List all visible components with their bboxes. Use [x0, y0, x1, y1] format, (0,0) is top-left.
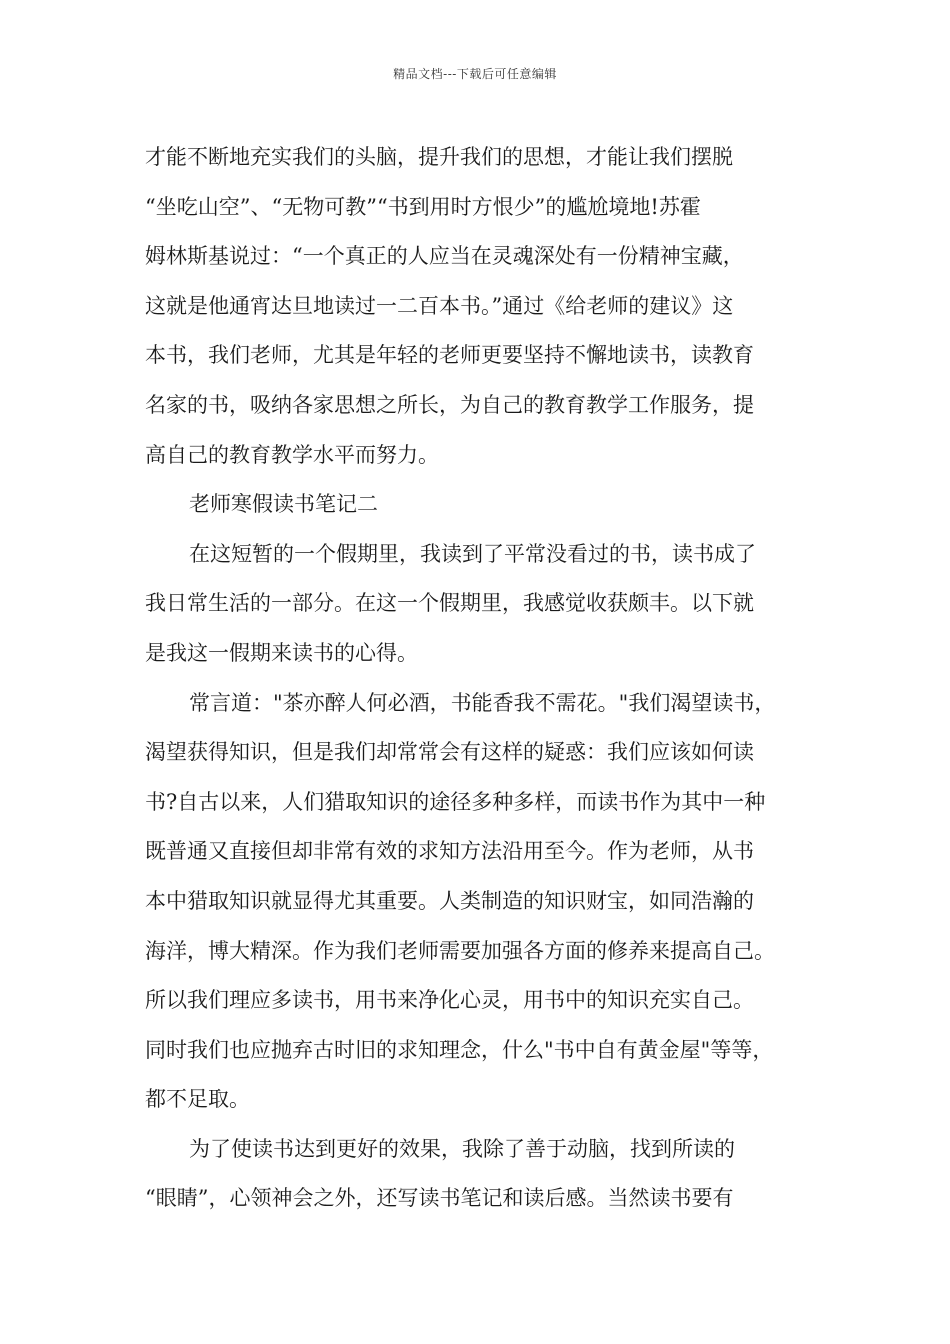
text-line: 为了使读书达到更好的效果，我除了善于动脑，找到所读的	[189, 1136, 735, 1161]
text-line: 海洋，博大精深。作为我们老师需要加强各方面的修养来提高自己。	[145, 938, 775, 963]
text-line: 我日常生活的一部分。在这一个假期里，我感觉收获颇丰。以下就	[145, 591, 754, 616]
text-line: 常言道："茶亦醉人何必酒，书能香我不需花。"我们渴望读书，	[189, 690, 776, 715]
text-line: 都不足取。	[145, 1087, 250, 1112]
text-line: 所以我们理应多读书，用书来净化心灵，用书中的知识充实自己。	[145, 988, 754, 1013]
text-line: 本中猎取知识就显得尤其重要。人类制造的知识财宝，如同浩瀚的	[145, 888, 754, 913]
text-line: “坐吃山空”、“无物可教”“书到用时方恨少”的尴尬境地!苏霍	[145, 194, 701, 219]
text-line: 渴望获得知识，但是我们却常常会有这样的疑惑：我们应该如何读	[145, 740, 754, 765]
document-body	[145, 133, 807, 1224]
text-line: 才能不断地充实我们的头脑，提升我们的思想，才能让我们摆脱	[145, 145, 733, 169]
text-line: 同时我们也应抛弃古时旧的求知理念，什么"书中自有黄金屋"等等，	[145, 1037, 774, 1062]
page-header: 精品文档---下载后可任意编辑	[393, 67, 557, 81]
text-line: “眼睛”，心领神会之外，还写读书笔记和读后感。当然读书要有	[145, 1186, 734, 1211]
text-line: 在这短暂的一个假期里，我读到了平常没看过的书，读书成了	[189, 541, 756, 566]
text-line: 姆林斯基说过：“一个真正的人应当在灵魂深处有一份精神宝藏，	[145, 244, 744, 269]
text-line: 是我这一假期来读书的心得。	[145, 640, 418, 665]
text-line: 本书，我们老师，尤其是年轻的老师更要坚持不懈地读书，读教育	[145, 343, 754, 368]
text-line: 老师寒假读书笔记二	[189, 492, 378, 517]
text-line: 这就是他通宵达旦地读过一二百本书。”通过《给老师的建议》这	[145, 293, 734, 318]
text-line: 高自己的教育教学水平而努力。	[145, 442, 439, 467]
text-line: 书?自古以来，人们猎取知识的途径多种多样，而读书作为其中一种	[145, 789, 766, 814]
text-line: 既普通又直接但却非常有效的求知方法沿用至今。作为老师，从书	[145, 839, 754, 864]
text-line: 名家的书，吸纳各家思想之所长，为自己的教育教学工作服务，提	[145, 392, 754, 417]
